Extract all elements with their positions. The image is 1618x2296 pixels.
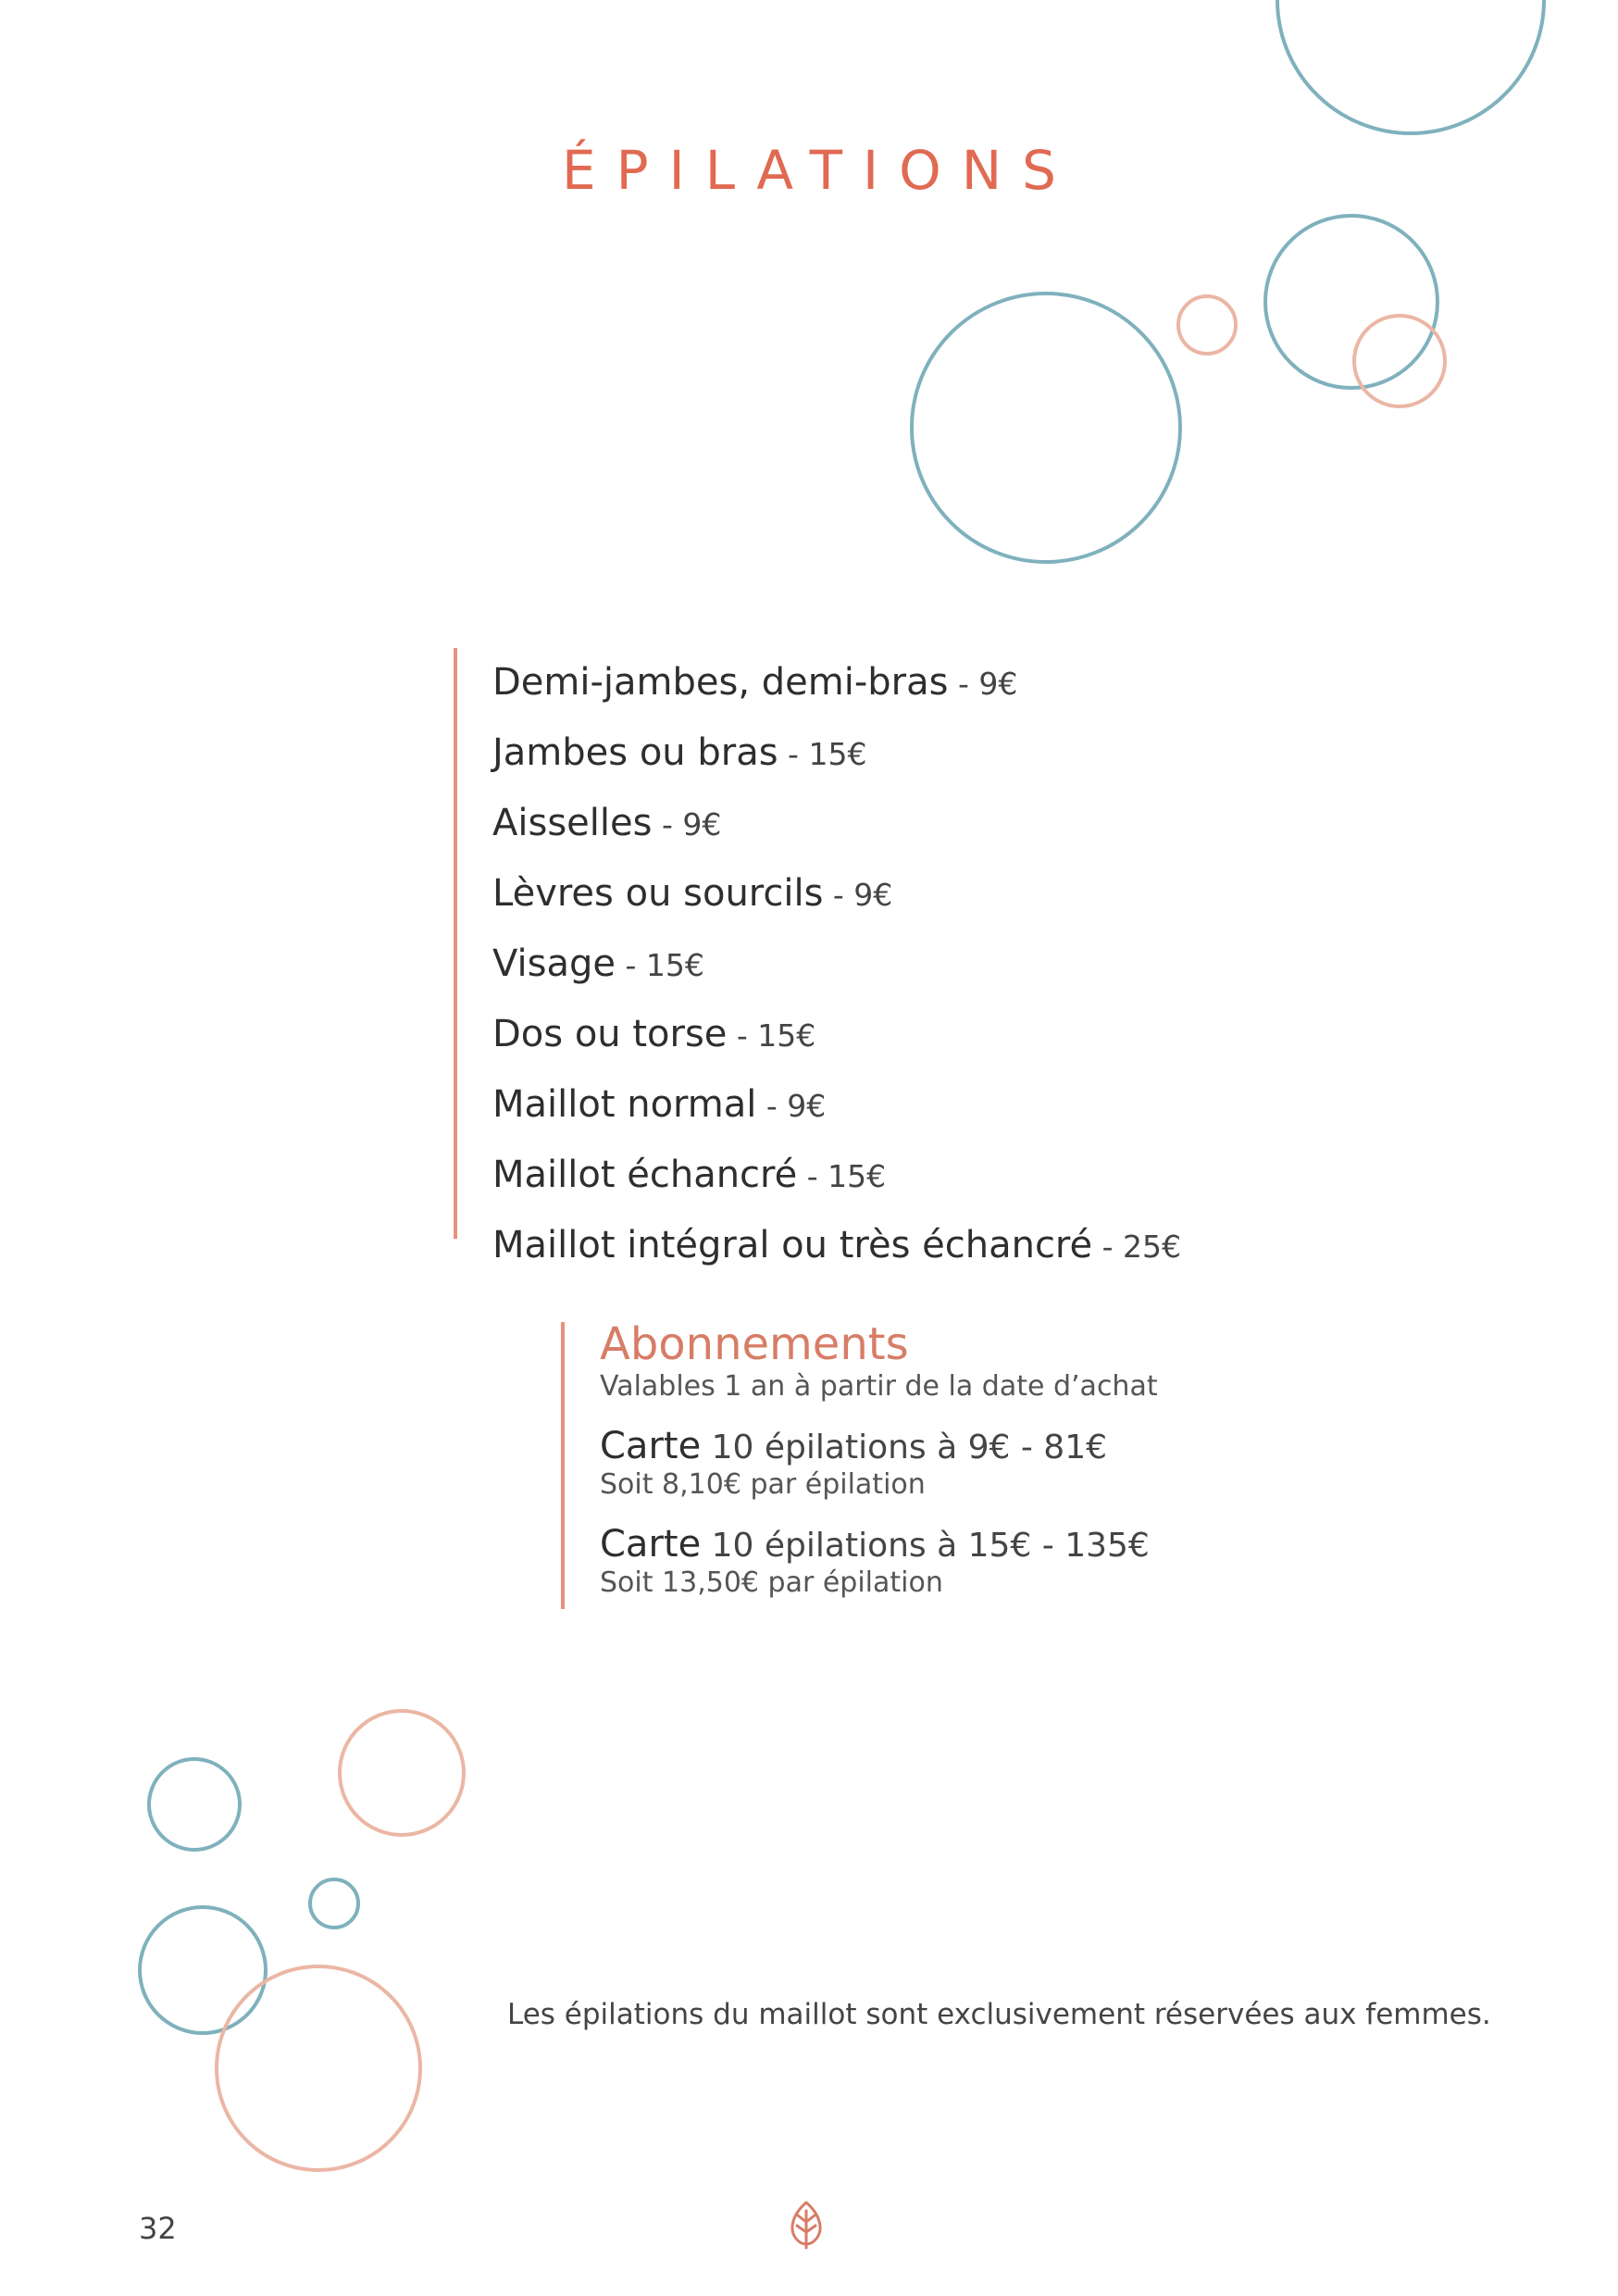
- decor-circle: [340, 1711, 464, 1835]
- service-price: - 9€: [652, 806, 722, 842]
- decor-circle: [1265, 216, 1438, 388]
- page-number: 32: [139, 2211, 177, 2246]
- service-name: Maillot échancré: [492, 1154, 798, 1196]
- subscriptions-title: Abonnements: [600, 1318, 909, 1370]
- services-list: [454, 648, 1181, 1267]
- page-title: ÉPILATIONS: [562, 139, 1077, 202]
- service-item: [492, 789, 1181, 859]
- subscriptions-note: Valables 1 an à partir de la date d’achat: [600, 1370, 1158, 1403]
- decor-circle: [1277, 0, 1544, 133]
- service-item: [492, 648, 1181, 718]
- service-item: [492, 859, 1181, 930]
- card-detail: 10 épilations à 9€ - 81€: [701, 1429, 1108, 1466]
- service-item: [492, 1211, 1181, 1281]
- service-price: - 15€: [797, 1158, 887, 1194]
- footnote: Les épilations du maillot sont exclusivement réservées aux femmes.: [507, 1998, 1491, 2031]
- service-item: [492, 1141, 1181, 1211]
- decor-circle: [1178, 296, 1236, 354]
- leaf-icon: [785, 2200, 828, 2250]
- decor-circle: [217, 1966, 420, 2170]
- service-price: - 9€: [823, 877, 893, 913]
- decor-circle: [1354, 316, 1445, 406]
- service-name: Aisselles: [492, 802, 653, 844]
- service-item: [492, 930, 1181, 1000]
- service-name: Visage: [492, 942, 616, 985]
- service-item: [492, 718, 1181, 789]
- card-name: Carte: [600, 1523, 702, 1566]
- service-name: Dos ou torse: [492, 1013, 728, 1055]
- service-name: Demi-jambes, demi-bras: [492, 661, 949, 704]
- service-name: Lèvres ou sourcils: [492, 872, 824, 915]
- service-price: - 9€: [756, 1088, 827, 1124]
- card-detail: 10 épilations à 15€ - 135€: [701, 1527, 1150, 1565]
- service-item: [492, 1070, 1181, 1141]
- service-item: [492, 1000, 1181, 1070]
- subscriptions-section: [561, 1318, 1158, 1609]
- service-name: Maillot intégral ou très échancré: [492, 1224, 1093, 1267]
- service-price: - 15€: [615, 947, 704, 983]
- card-unit-price: Soit 8,10€ par épilation: [600, 1468, 926, 1501]
- subscription-card: [600, 1524, 1158, 1600]
- decor-circle: [912, 293, 1180, 562]
- service-price: - 25€: [1092, 1229, 1181, 1265]
- service-price: - 9€: [948, 666, 1018, 702]
- decor-circle: [149, 1759, 240, 1850]
- service-price: - 15€: [727, 1017, 816, 1054]
- service-name: Jambes ou bras: [492, 731, 778, 774]
- service-name: Maillot normal: [492, 1083, 757, 1126]
- decor-circle: [140, 1907, 266, 2033]
- decor-circle: [310, 1879, 358, 1928]
- card-unit-price: Soit 13,50€ par épilation: [600, 1566, 943, 1599]
- card-name: Carte: [600, 1425, 702, 1467]
- subscription-card: [600, 1426, 1158, 1502]
- service-price: - 15€: [778, 736, 867, 772]
